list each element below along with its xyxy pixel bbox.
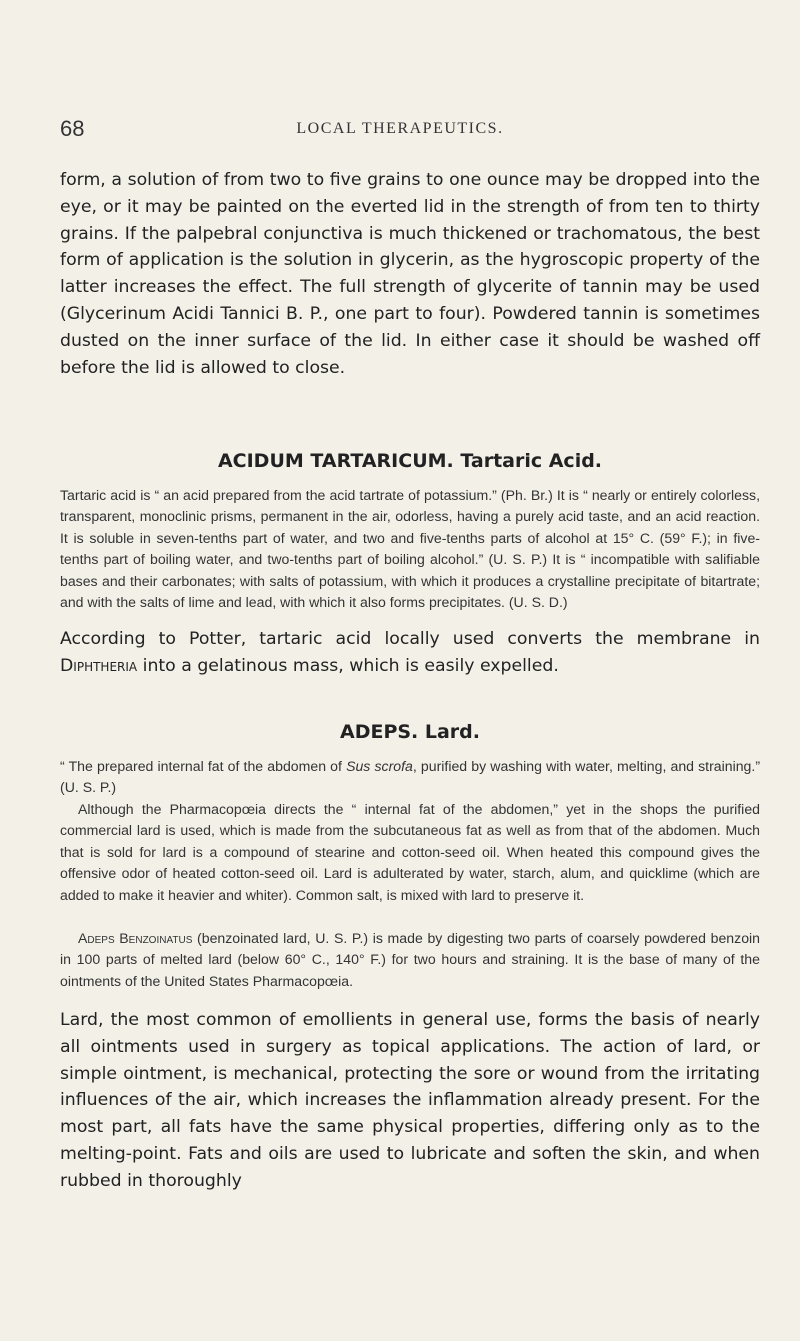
adeps-section-title: ADEPS. Lard. (339, 721, 480, 743)
adeps-benzoinatus (60, 928, 760, 992)
page-number: 68 (60, 116, 85, 141)
tartaric-body (60, 626, 760, 680)
diphtheria-term: Diphtheria (60, 655, 138, 676)
sus-scrofa-term: Sus scrofa (346, 758, 413, 774)
tartaric-body-lead: According to Potter, tartaric acid locally used converts the membrane in (60, 629, 760, 649)
intro-paragraph: form, a solution of from two to five grains to one ounce may be dropped into the eye, or it may be painted on the everted lid in the strength of from ten to thirty grains. If the palpebral conjunctiva is much thickened or trachomatous, the best form of application is the solution in glycerin, as the hygroscopic property of the latter increases the effect. The full strength of glycerite of tannin may be used (Glycerinum Acidi Tannici B. P., one part to four). Powdered tannin is sometimes dusted on the inner surface of the lid. In either case it should be washed off before the lid is allowed to close. (60, 170, 760, 378)
page-header (60, 116, 740, 146)
tartaric-body-tail: into a gelatinous mass, which is easily expelled. (142, 655, 559, 676)
adeps-definition-tail: , purified by washing with water, melting, and straining.” (U. S. P.) (60, 758, 761, 796)
adeps-benzoinatus-name: Adeps Benzoinatus (78, 930, 193, 946)
adeps-body: Lard, the most common of emollients in general use, forms the basis of nearly all ointments used in surgery as topical applications. The action of lard, or simple ointment, is mechanical, protecting the sore or wound from the irritating influences of the air, which increases the inflammation already present. For the most part, all fats have the same physical properties, differing only as to the melting-point. Fats and oils are used to lubricate and soften the skin, and when rubbed in thoroughly (60, 1010, 760, 1191)
adeps-benzoinatus-text: (benzoinated lard, U. S. P.) is made by digesting two parts of coarsely powdered benzoin in 100 parts of melted lard (below 60° C., 140° F.) for two hours and straining. It is the base of many of the ointments of the United States Pharmacopœia. (60, 930, 760, 989)
adeps-definition (60, 756, 760, 799)
adeps-definition-lead: “ The prepared internal fat of the abdomen of (60, 758, 342, 774)
tartaric-section-title: ACIDUM TARTARICUM. Tartaric Acid. (217, 450, 603, 472)
tartaric-description: Tartaric acid is “ an acid prepared from the acid tartrate of potassium.” (Ph. Br.) It is “ nearly or entirely colorless, transparent, monoclinic prisms, permanent in the air, odorless, having a purely acid taste, and an acid reaction. It is soluble in seven-tenths part of water, and two and five-tenths parts of alcohol at 15° C. (59° F.); in five-tenths part of boiling water, and two-tenths part of boiling alcohol.” (U. S. P.) It is “ incompatible with salifiable bases and their carbonates; with salts of potassium, with which it produces a crystalline precipitate of bitartrate; and with the salts of lime and lead, with which it also forms precipitates. (U. S. D.) (60, 487, 760, 611)
running-head: LOCAL THERAPEUTICS. (296, 120, 504, 137)
adeps-note: Although the Pharmacopœia directs the “ internal fat of the abdomen,” yet in the shops the purified commercial lard is used, which is made from the subcutaneous fat as well as from that of the abdomen. Much that is sold for lard is a compound of stearine and cotton-seed oil. When heated this compound gives the offensive odor of heated cotton-seed oil. Lard is adulterated by water, starch, alum, and quicklime (which are added to make it heavier and whiter). Common salt, is mixed with lard to preserve it. (60, 801, 760, 903)
